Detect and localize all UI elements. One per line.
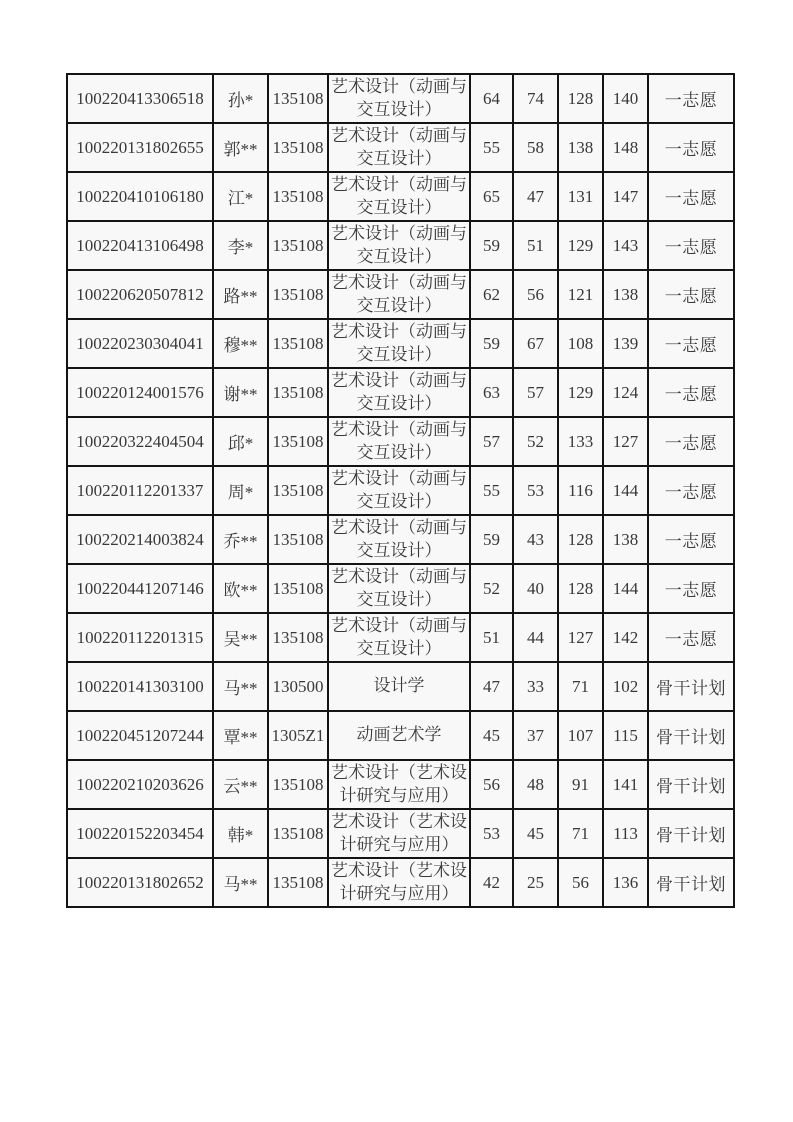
score-4-cell: 102: [603, 662, 648, 711]
major-code-cell: 135108: [268, 319, 328, 368]
candidate-name-cell: 穆**: [213, 319, 268, 368]
score-2-cell: 53: [513, 466, 558, 515]
candidate-id-cell: 100220410106180: [67, 172, 213, 221]
score-table-body: [67, 74, 734, 907]
candidate-name-cell: 江*: [213, 172, 268, 221]
admission-channel-cell: 骨干计划: [648, 809, 734, 858]
score-1-cell: 53: [470, 809, 513, 858]
major-code-cell: 135108: [268, 760, 328, 809]
major-code-cell: 135108: [268, 466, 328, 515]
major-name-cell: 动画艺术学: [328, 711, 470, 760]
candidate-id-cell: 100220230304041: [67, 319, 213, 368]
score-1-cell: 62: [470, 270, 513, 319]
major-name-cell: 艺术设计（动画与交互设计）: [328, 270, 470, 319]
candidate-id-cell: 100220451207244: [67, 711, 213, 760]
candidate-name-cell: 李*: [213, 221, 268, 270]
score-3-cell: 108: [558, 319, 603, 368]
score-4-cell: 147: [603, 172, 648, 221]
score-1-cell: 59: [470, 319, 513, 368]
candidate-id-cell: 100220112201337: [67, 466, 213, 515]
score-1-cell: 47: [470, 662, 513, 711]
admission-channel-cell: 一志愿: [648, 74, 734, 123]
score-4-cell: 115: [603, 711, 648, 760]
major-code-cell: 135108: [268, 270, 328, 319]
table-row: [67, 319, 734, 368]
score-2-cell: 56: [513, 270, 558, 319]
admission-channel-cell: 一志愿: [648, 319, 734, 368]
candidate-name-cell: 郭**: [213, 123, 268, 172]
admission-channel-cell: 一志愿: [648, 123, 734, 172]
score-4-cell: 144: [603, 466, 648, 515]
candidate-name-cell: 孙*: [213, 74, 268, 123]
major-code-cell: 135108: [268, 564, 328, 613]
major-code-cell: 130500: [268, 662, 328, 711]
score-4-cell: 143: [603, 221, 648, 270]
score-3-cell: 131: [558, 172, 603, 221]
admission-channel-cell: 骨干计划: [648, 711, 734, 760]
candidate-name-cell: 欧**: [213, 564, 268, 613]
candidate-id-cell: 100220413306518: [67, 74, 213, 123]
score-4-cell: 136: [603, 858, 648, 907]
score-4-cell: 148: [603, 123, 648, 172]
score-2-cell: 45: [513, 809, 558, 858]
table-row: [67, 662, 734, 711]
candidate-id-cell: 100220620507812: [67, 270, 213, 319]
major-name-cell: 艺术设计（动画与交互设计）: [328, 417, 470, 466]
major-code-cell: 135108: [268, 515, 328, 564]
admission-channel-cell: 一志愿: [648, 172, 734, 221]
score-4-cell: 140: [603, 74, 648, 123]
candidate-id-cell: 100220141303100: [67, 662, 213, 711]
score-2-cell: 57: [513, 368, 558, 417]
score-3-cell: 129: [558, 368, 603, 417]
score-4-cell: 138: [603, 515, 648, 564]
score-2-cell: 33: [513, 662, 558, 711]
candidate-name-cell: 邱*: [213, 417, 268, 466]
major-name-cell: 艺术设计（动画与交互设计）: [328, 466, 470, 515]
score-1-cell: 52: [470, 564, 513, 613]
score-3-cell: 56: [558, 858, 603, 907]
major-name-cell: 设计学: [328, 662, 470, 711]
major-code-cell: 135108: [268, 123, 328, 172]
table-row: [67, 711, 734, 760]
admission-channel-cell: 一志愿: [648, 270, 734, 319]
major-code-cell: 135108: [268, 172, 328, 221]
candidate-id-cell: 100220124001576: [67, 368, 213, 417]
table-row: [67, 466, 734, 515]
score-3-cell: 127: [558, 613, 603, 662]
score-3-cell: 116: [558, 466, 603, 515]
admission-channel-cell: 一志愿: [648, 221, 734, 270]
score-3-cell: 71: [558, 809, 603, 858]
score-3-cell: 138: [558, 123, 603, 172]
score-3-cell: 121: [558, 270, 603, 319]
admission-channel-cell: 骨干计划: [648, 662, 734, 711]
score-2-cell: 37: [513, 711, 558, 760]
score-1-cell: 57: [470, 417, 513, 466]
major-name-cell: 艺术设计（动画与交互设计）: [328, 319, 470, 368]
score-2-cell: 43: [513, 515, 558, 564]
admission-channel-cell: 一志愿: [648, 613, 734, 662]
score-3-cell: 128: [558, 564, 603, 613]
admission-channel-cell: 一志愿: [648, 417, 734, 466]
candidate-name-cell: 韩*: [213, 809, 268, 858]
major-name-cell: 艺术设计（动画与交互设计）: [328, 368, 470, 417]
major-code-cell: 135108: [268, 221, 328, 270]
score-1-cell: 63: [470, 368, 513, 417]
major-name-cell: 艺术设计（动画与交互设计）: [328, 172, 470, 221]
table-row: [67, 221, 734, 270]
score-3-cell: 128: [558, 74, 603, 123]
major-code-cell: 135108: [268, 613, 328, 662]
major-code-cell: 1305Z1: [268, 711, 328, 760]
major-name-cell: 艺术设计（动画与交互设计）: [328, 515, 470, 564]
candidate-name-cell: 覃**: [213, 711, 268, 760]
major-name-cell: 艺术设计（动画与交互设计）: [328, 221, 470, 270]
candidate-name-cell: 吴**: [213, 613, 268, 662]
candidate-id-cell: 100220441207146: [67, 564, 213, 613]
score-2-cell: 52: [513, 417, 558, 466]
major-name-cell: 艺术设计（动画与交互设计）: [328, 74, 470, 123]
major-code-cell: 135108: [268, 368, 328, 417]
table-row: [67, 613, 734, 662]
candidate-id-cell: 100220152203454: [67, 809, 213, 858]
table-row: [67, 760, 734, 809]
candidate-name-cell: 马**: [213, 662, 268, 711]
admission-channel-cell: 一志愿: [648, 515, 734, 564]
candidate-name-cell: 云**: [213, 760, 268, 809]
major-code-cell: 135108: [268, 417, 328, 466]
candidate-id-cell: 100220112201315: [67, 613, 213, 662]
score-2-cell: 74: [513, 74, 558, 123]
candidate-name-cell: 乔**: [213, 515, 268, 564]
score-3-cell: 129: [558, 221, 603, 270]
table-row: [67, 270, 734, 319]
table-row: [67, 417, 734, 466]
score-1-cell: 45: [470, 711, 513, 760]
score-3-cell: 133: [558, 417, 603, 466]
admission-channel-cell: 骨干计划: [648, 858, 734, 907]
score-3-cell: 71: [558, 662, 603, 711]
table-row: [67, 123, 734, 172]
score-4-cell: 113: [603, 809, 648, 858]
score-4-cell: 142: [603, 613, 648, 662]
major-code-cell: 135108: [268, 809, 328, 858]
score-2-cell: 25: [513, 858, 558, 907]
score-2-cell: 47: [513, 172, 558, 221]
score-2-cell: 48: [513, 760, 558, 809]
score-1-cell: 59: [470, 221, 513, 270]
candidate-id-cell: 100220322404504: [67, 417, 213, 466]
admission-channel-cell: 一志愿: [648, 564, 734, 613]
score-1-cell: 42: [470, 858, 513, 907]
score-4-cell: 127: [603, 417, 648, 466]
score-2-cell: 51: [513, 221, 558, 270]
admission-channel-cell: 一志愿: [648, 466, 734, 515]
score-1-cell: 65: [470, 172, 513, 221]
score-1-cell: 59: [470, 515, 513, 564]
candidate-id-cell: 100220210203626: [67, 760, 213, 809]
score-4-cell: 124: [603, 368, 648, 417]
score-3-cell: 107: [558, 711, 603, 760]
score-1-cell: 51: [470, 613, 513, 662]
score-4-cell: 141: [603, 760, 648, 809]
score-4-cell: 139: [603, 319, 648, 368]
score-3-cell: 128: [558, 515, 603, 564]
score-1-cell: 55: [470, 466, 513, 515]
major-name-cell: 艺术设计（艺术设计研究与应用）: [328, 858, 470, 907]
major-name-cell: 艺术设计（动画与交互设计）: [328, 613, 470, 662]
score-1-cell: 55: [470, 123, 513, 172]
major-code-cell: 135108: [268, 74, 328, 123]
table-row: [67, 74, 734, 123]
table-row: [67, 564, 734, 613]
score-2-cell: 67: [513, 319, 558, 368]
score-2-cell: 40: [513, 564, 558, 613]
table-row: [67, 515, 734, 564]
admission-channel-cell: 骨干计划: [648, 760, 734, 809]
candidate-name-cell: 路**: [213, 270, 268, 319]
major-name-cell: 艺术设计（艺术设计研究与应用）: [328, 809, 470, 858]
score-4-cell: 144: [603, 564, 648, 613]
candidate-id-cell: 100220131802652: [67, 858, 213, 907]
score-table: [66, 73, 735, 908]
table-row: [67, 858, 734, 907]
candidate-id-cell: 100220131802655: [67, 123, 213, 172]
major-code-cell: 135108: [268, 858, 328, 907]
score-1-cell: 64: [470, 74, 513, 123]
score-1-cell: 56: [470, 760, 513, 809]
score-3-cell: 91: [558, 760, 603, 809]
candidate-id-cell: 100220214003824: [67, 515, 213, 564]
candidate-name-cell: 周*: [213, 466, 268, 515]
candidate-id-cell: 100220413106498: [67, 221, 213, 270]
table-row: [67, 809, 734, 858]
candidate-name-cell: 马**: [213, 858, 268, 907]
score-4-cell: 138: [603, 270, 648, 319]
table-row: [67, 368, 734, 417]
major-name-cell: 艺术设计（艺术设计研究与应用）: [328, 760, 470, 809]
table-row: [67, 172, 734, 221]
major-name-cell: 艺术设计（动画与交互设计）: [328, 564, 470, 613]
candidate-name-cell: 谢**: [213, 368, 268, 417]
score-2-cell: 58: [513, 123, 558, 172]
score-2-cell: 44: [513, 613, 558, 662]
admission-channel-cell: 一志愿: [648, 368, 734, 417]
major-name-cell: 艺术设计（动画与交互设计）: [328, 123, 470, 172]
